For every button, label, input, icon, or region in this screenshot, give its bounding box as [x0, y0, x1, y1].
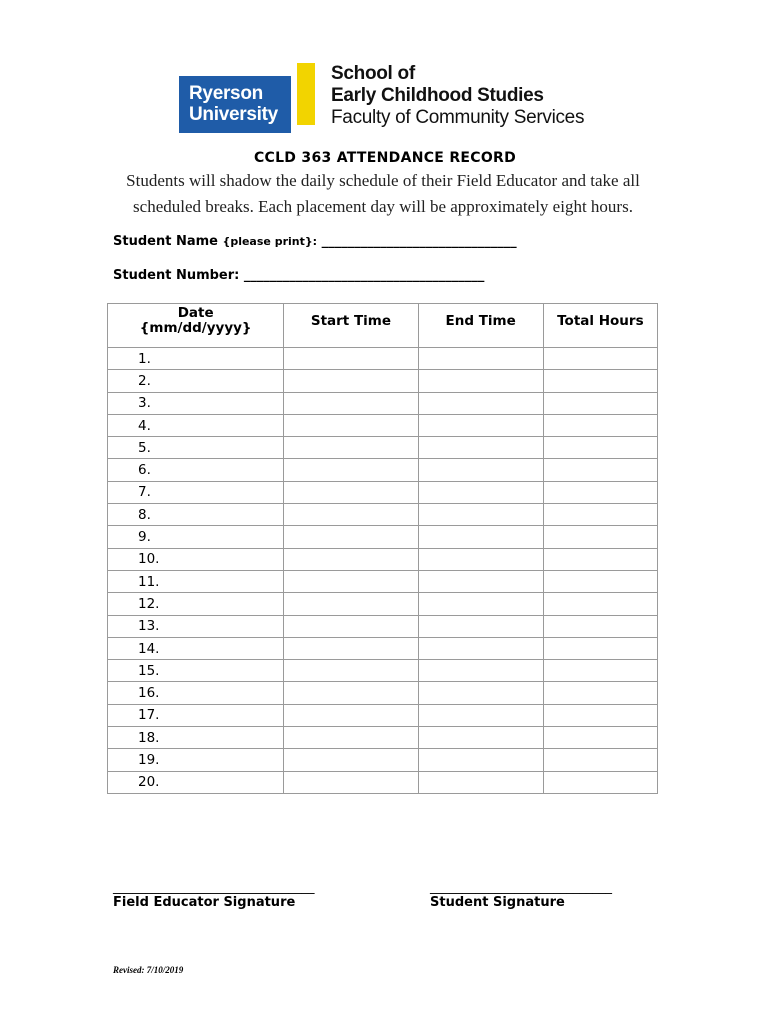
row-number[interactable]: 12. — [108, 593, 284, 615]
row-number[interactable]: 13. — [108, 615, 284, 637]
row-number[interactable]: 1. — [108, 348, 284, 370]
start-time-cell[interactable] — [284, 392, 418, 414]
row-number[interactable]: 14. — [108, 637, 284, 659]
table-row — [108, 392, 658, 414]
date-header — [108, 304, 284, 348]
row-number[interactable]: 17. — [108, 704, 284, 726]
end-time-cell[interactable] — [418, 660, 543, 682]
start-time-cell[interactable] — [284, 570, 418, 592]
start-time-header: Start Time — [284, 304, 418, 348]
table-row — [108, 459, 658, 481]
start-time-cell[interactable] — [284, 437, 418, 459]
table-row — [108, 727, 658, 749]
start-time-cell[interactable] — [284, 548, 418, 570]
start-time-cell[interactable] — [284, 727, 418, 749]
student-name-note: {please print}: — [222, 235, 318, 248]
student-signature[interactable] — [430, 880, 612, 910]
start-time-cell[interactable] — [284, 637, 418, 659]
row-number[interactable]: 3. — [108, 392, 284, 414]
row-number[interactable]: 19. — [108, 749, 284, 771]
total-hours-cell[interactable] — [543, 370, 657, 392]
field-educator-signature-line[interactable]: _______________________________ — [113, 880, 315, 895]
logo-faculty: Faculty of Community Services — [331, 107, 585, 128]
table-row — [108, 749, 658, 771]
table-row — [108, 414, 658, 436]
row-number[interactable]: 7. — [108, 481, 284, 503]
total-hours-cell[interactable] — [543, 660, 657, 682]
start-time-cell[interactable] — [284, 615, 418, 637]
table-row — [108, 348, 658, 370]
total-hours-cell[interactable] — [543, 348, 657, 370]
end-time-cell[interactable] — [418, 682, 543, 704]
table-row — [108, 771, 658, 793]
row-number[interactable]: 11. — [108, 570, 284, 592]
table-row — [108, 504, 658, 526]
total-hours-cell[interactable] — [543, 437, 657, 459]
end-time-cell[interactable] — [418, 437, 543, 459]
row-number[interactable]: 9. — [108, 526, 284, 548]
row-number[interactable]: 16. — [108, 682, 284, 704]
logo-yellow-bar — [297, 63, 315, 125]
total-hours-cell[interactable] — [543, 504, 657, 526]
total-hours-cell[interactable] — [543, 727, 657, 749]
student-signature-label: Student Signature — [430, 895, 565, 910]
table-header-row — [108, 304, 658, 348]
total-hours-cell[interactable] — [543, 749, 657, 771]
table-row — [108, 615, 658, 637]
student-name-line[interactable]: ______________________________ — [321, 234, 517, 249]
start-time-cell[interactable] — [284, 414, 418, 436]
start-time-cell[interactable] — [284, 526, 418, 548]
table-row — [108, 437, 658, 459]
student-number-label: Student Number: — [113, 268, 240, 283]
row-number[interactable]: 4. — [108, 414, 284, 436]
end-time-cell[interactable] — [418, 348, 543, 370]
logo-school-text — [331, 63, 584, 129]
end-time-cell[interactable] — [418, 526, 543, 548]
date-header-line1: Date — [177, 305, 214, 321]
end-time-header: End Time — [418, 304, 543, 348]
row-number[interactable]: 6. — [108, 459, 284, 481]
revised-date: Revised: 7/10/2019 — [113, 965, 184, 975]
logo-school-line1: School of — [331, 63, 415, 84]
end-time-cell[interactable] — [418, 749, 543, 771]
table-row — [108, 682, 658, 704]
start-time-cell[interactable] — [284, 682, 418, 704]
total-hours-header: Total Hours — [543, 304, 657, 348]
table-row — [108, 704, 658, 726]
end-time-cell[interactable] — [418, 615, 543, 637]
end-time-cell[interactable] — [418, 481, 543, 503]
end-time-cell[interactable] — [418, 459, 543, 481]
total-hours-cell[interactable] — [543, 570, 657, 592]
student-number-line[interactable]: _____________________________________ — [243, 268, 485, 283]
table-row — [108, 370, 658, 392]
table-row — [108, 570, 658, 592]
field-educator-signature[interactable] — [113, 880, 315, 910]
student-signature-line[interactable]: ____________________________ — [430, 880, 612, 895]
end-time-cell[interactable] — [418, 570, 543, 592]
total-hours-cell[interactable] — [543, 637, 657, 659]
total-hours-cell[interactable] — [543, 526, 657, 548]
ryerson-logo-box — [179, 76, 291, 133]
row-number[interactable]: 8. — [108, 504, 284, 526]
table-row — [108, 637, 658, 659]
total-hours-cell[interactable] — [543, 414, 657, 436]
intro-paragraph: Students will shadow the daily schedule of their Field Educator and take all scheduled breaks. Each placement day will be approximately eight hours. — [126, 171, 640, 216]
row-number[interactable]: 15. — [108, 660, 284, 682]
ryerson-logo — [179, 63, 599, 135]
end-time-cell[interactable] — [418, 504, 543, 526]
total-hours-cell[interactable] — [543, 615, 657, 637]
total-hours-cell[interactable] — [543, 548, 657, 570]
start-time-cell[interactable] — [284, 504, 418, 526]
student-name-label: Student Name — [113, 234, 218, 249]
start-time-cell[interactable] — [284, 593, 418, 615]
start-time-cell[interactable] — [284, 771, 418, 793]
total-hours-cell[interactable] — [543, 682, 657, 704]
attendance-table-body — [108, 348, 658, 794]
student-name-field[interactable] — [113, 234, 517, 249]
total-hours-cell[interactable] — [543, 593, 657, 615]
start-time-cell[interactable] — [284, 660, 418, 682]
end-time-cell[interactable] — [418, 727, 543, 749]
table-row — [108, 481, 658, 503]
row-number[interactable]: 20. — [108, 771, 284, 793]
row-number[interactable]: 2. — [108, 370, 284, 392]
table-row — [108, 660, 658, 682]
table-row — [108, 593, 658, 615]
end-time-cell[interactable] — [418, 593, 543, 615]
total-hours-cell[interactable] — [543, 459, 657, 481]
end-time-cell[interactable] — [418, 548, 543, 570]
logo-university-line1: Ryerson — [189, 83, 263, 104]
logo-school-line2: Early Childhood Studies — [331, 85, 544, 106]
total-hours-cell[interactable] — [543, 704, 657, 726]
date-header-line2: {mm/dd/yyyy} — [139, 320, 252, 336]
end-time-cell[interactable] — [418, 414, 543, 436]
attendance-table — [107, 303, 658, 794]
start-time-cell[interactable] — [284, 749, 418, 771]
start-time-cell[interactable] — [284, 370, 418, 392]
start-time-cell[interactable] — [284, 704, 418, 726]
start-time-cell[interactable] — [284, 459, 418, 481]
end-time-cell[interactable] — [418, 392, 543, 414]
start-time-cell[interactable] — [284, 348, 418, 370]
total-hours-cell[interactable] — [543, 771, 657, 793]
table-row — [108, 526, 658, 548]
logo-university-line2: University — [189, 104, 278, 125]
end-time-cell[interactable] — [418, 704, 543, 726]
table-row — [108, 548, 658, 570]
row-number[interactable]: 10. — [108, 548, 284, 570]
row-number[interactable]: 5. — [108, 437, 284, 459]
total-hours-cell[interactable] — [543, 392, 657, 414]
total-hours-cell[interactable] — [543, 481, 657, 503]
student-number-field[interactable] — [113, 268, 484, 283]
end-time-cell[interactable] — [418, 637, 543, 659]
row-number[interactable]: 18. — [108, 727, 284, 749]
end-time-cell[interactable] — [418, 370, 543, 392]
document-title: CCLD 363 ATTENDANCE RECORD — [253, 150, 517, 166]
start-time-cell[interactable] — [284, 481, 418, 503]
end-time-cell[interactable] — [418, 771, 543, 793]
field-educator-signature-label: Field Educator Signature — [113, 895, 296, 910]
